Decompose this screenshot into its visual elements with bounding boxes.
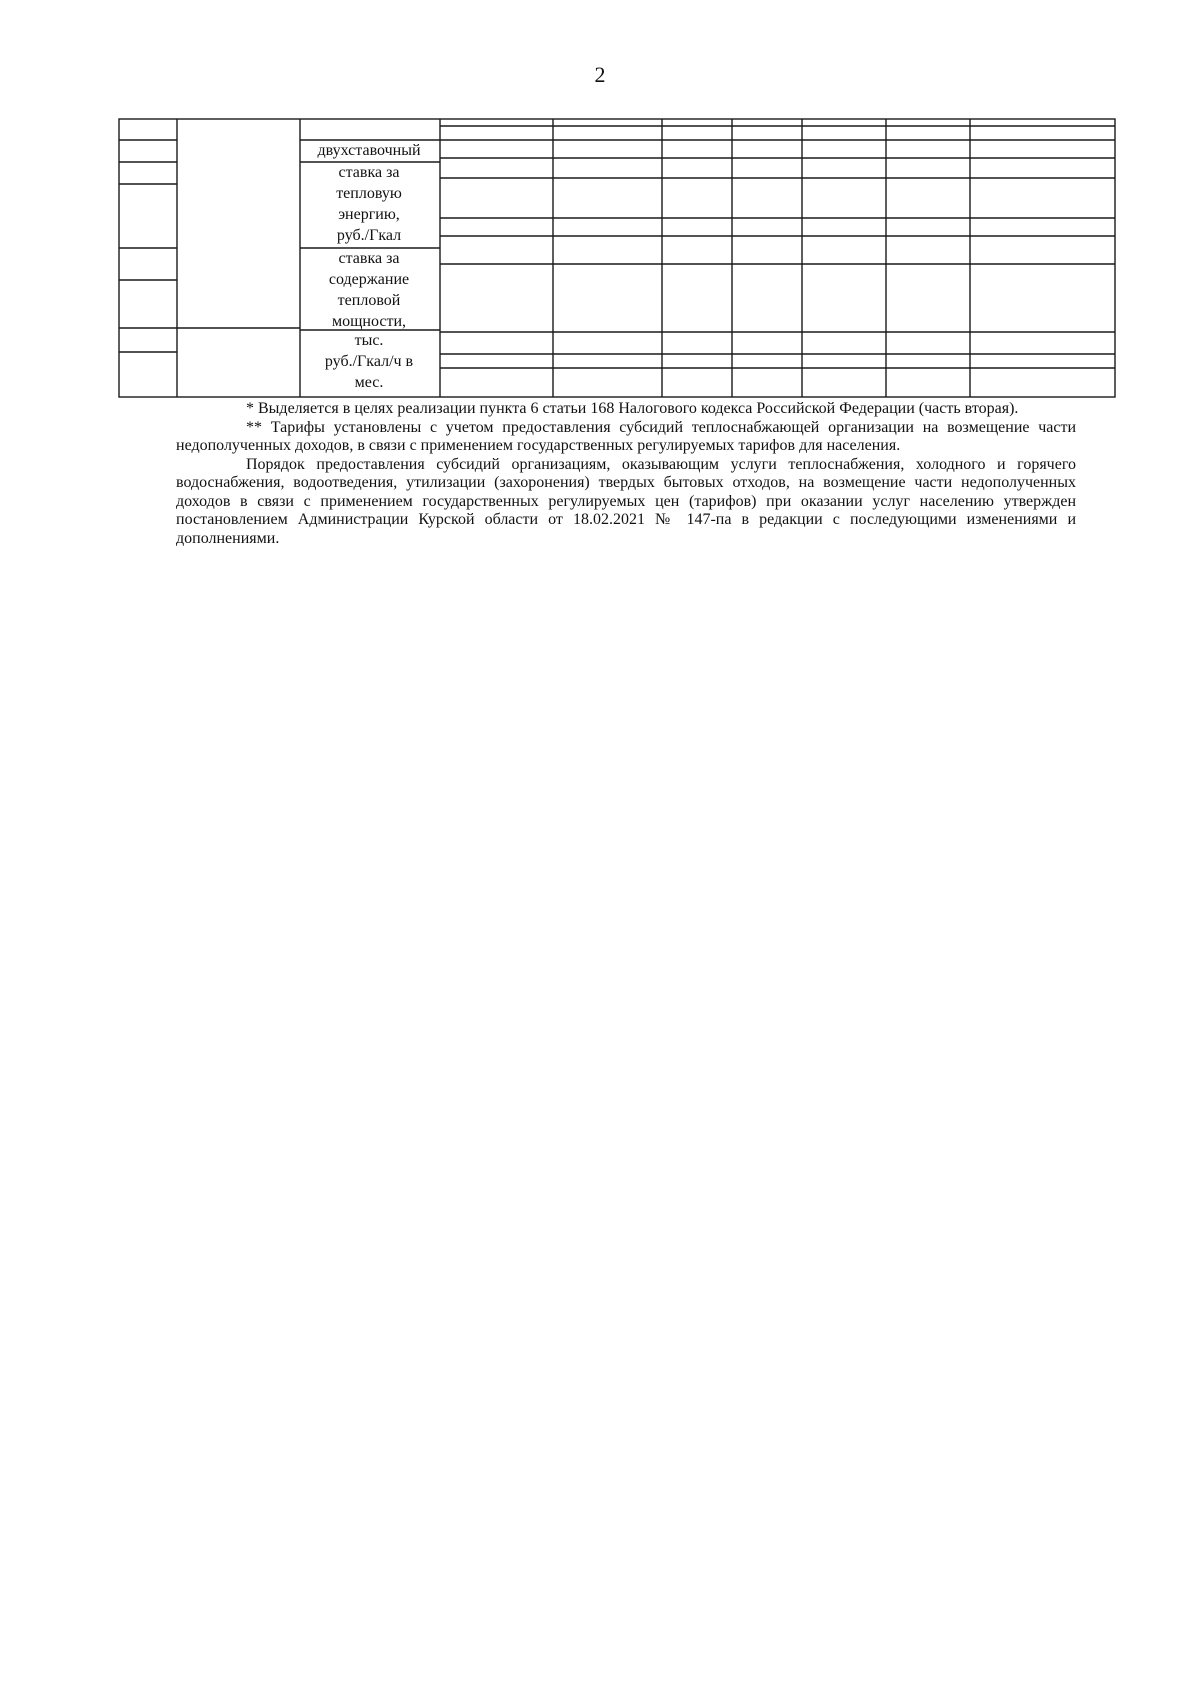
- table-grid: [118, 118, 1116, 398]
- table-frame: [119, 119, 1115, 397]
- row-label-energy-rate: ставка за тепловую энергию, руб./Гкал: [336, 164, 402, 244]
- footnote-subsidy: ** Тарифы установлены с учетом предоставления субсидий теплоснабжающей организации на возмещение части недополученных доходов, в связи с применением государственных регулируемых тарифов для населения.: [176, 418, 1076, 454]
- subsidy-procedure-note: Порядок предоставления субсидий организациям, оказывающим услуги теплоснабжения, холодного и горячего водоснабжения, водоотведения, утилизации (захоронения) твердых бытовых отходов, на возмещение части недополученных доходов в связи с применением государственных регулируемых цен (тарифов) при оказании услуг населению утвержден постановлением Администрации Курской области от 18.02.2021 № 147-па в редакции с последующими изменениями и дополнениями.: [176, 455, 1076, 547]
- row-label-capacity-rate: ставка за содержание тепловой мощности,: [328, 250, 410, 330]
- row-label-capacity-unit: тыс. руб./Гкал/ч в мес.: [324, 332, 414, 391]
- footnote-vat: * Выделяется в целях реализации пункта 6 статьи 168 Налогового кодекса Российской Федерации (часть вторая).: [246, 400, 1019, 417]
- tariff-table: [118, 118, 1116, 398]
- notes-section: [176, 400, 1076, 548]
- row-label-two-part: двухставочный: [317, 142, 421, 159]
- page-number: 2: [594, 62, 606, 87]
